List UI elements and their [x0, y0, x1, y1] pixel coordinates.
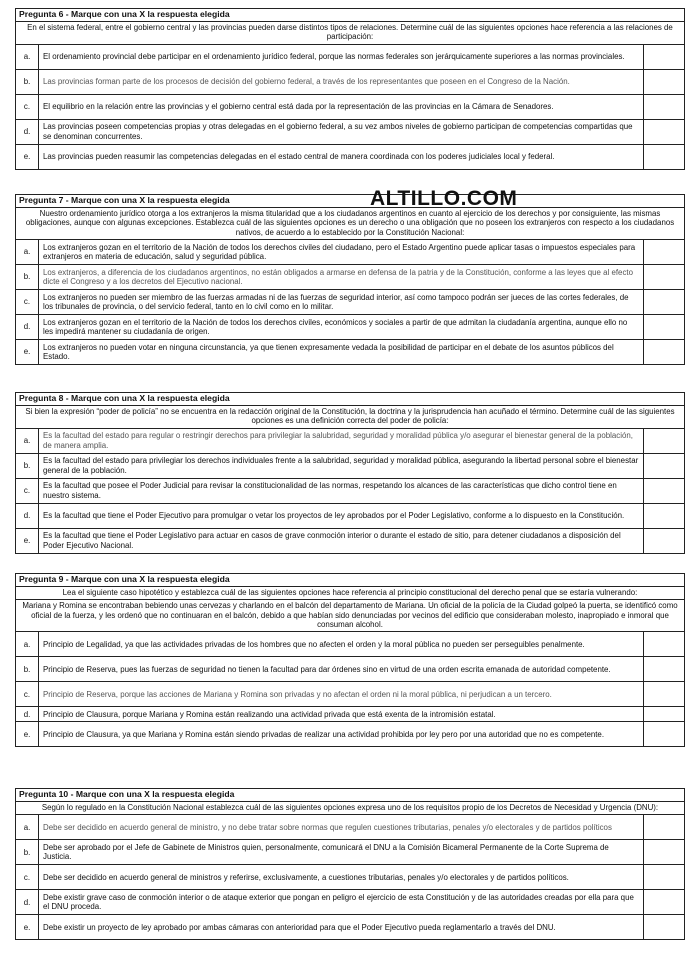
option-row [16, 144, 685, 169]
option-row [16, 314, 685, 339]
answer-box[interactable] [644, 722, 685, 747]
option-letter: a. [16, 632, 39, 657]
question-stem: Según lo regulado en la Constitución Nacional establezca cuál de las siguientes opciones expresa uno de los requisitos propio de los Decretos de Necesidad y Urgencia (DNU): [16, 802, 685, 815]
option-row [16, 289, 685, 314]
option-text: Los extranjeros gozan en el territorio de la Nación de todos los derechos civiles del ciudadano, pero el Estado Argentino puede aplicar tasas o impuestos especiales para extranjeros en materia de educación, salud y seguridad pública. [39, 239, 644, 264]
answer-box[interactable] [644, 94, 685, 119]
option-text: Debe ser decidido en acuerdo general de ministro, y no debe tratar sobre normas que regulen cuestiones tributarias, penales y/o electorales y de partidos políticos [39, 815, 644, 840]
option-letter: a. [16, 815, 39, 840]
question-stem: Nuestro ordenamiento jurídico otorga a los extranjeros la misma titularidad que a los ciudadanos argentinos en cuanto al ejercicio de los derechos y por consiguiente, las mismas obligaciones, aunque con algunas excepciones. Establezca cuál de las siguientes opciones es un derecho o una obligación que no poseen los extranjeros con respecto a los ciudadanos nativos, de acuerdo a lo establecido por la Constitución Nacional: [16, 208, 685, 240]
answer-box[interactable] [644, 915, 685, 940]
option-letter: c. [16, 94, 39, 119]
option-letter: d. [16, 707, 39, 722]
answer-box[interactable] [644, 69, 685, 94]
option-text: Los extranjeros no pueden votar en ninguna circunstancia, ya que tienen expresamente vedada la posibilidad de participar en el debate de los asuntos públicos del Estado. [39, 339, 644, 364]
option-letter: c. [16, 289, 39, 314]
option-text: Debe ser decidido en acuerdo general de ministros y referirse, exclusivamente, a cuestiones tributarias, penales y/o electorales y de partidos políticos. [39, 865, 644, 890]
answer-box[interactable] [644, 264, 685, 289]
option-letter: e. [16, 722, 39, 747]
option-row [16, 722, 685, 747]
answer-box[interactable] [644, 478, 685, 503]
question-heading: Pregunta 6 - Marque con una X la respuesta elegida [16, 9, 685, 22]
answer-box[interactable] [644, 840, 685, 865]
option-text: El ordenamiento provincial debe participar en el ordenamiento jurídico federal, porque las normas federales son jerárquicamente superiores a las normas provinciales. [39, 44, 644, 69]
option-text: Es la facultad que posee el Poder Judicial para revisar la constitucionalidad de las normas, respetando los alcances de las características que dicho control tiene en nuestro sistema. [39, 478, 644, 503]
question-7 [15, 194, 685, 365]
answer-box[interactable] [644, 428, 685, 453]
case-text: Mariana y Romina se encontraban bebiendo unas cervezas y charlando en el balcón del departamento de Mariana. Un oficial de la policía de la Ciudad golpeó la puerta, se identificó como oficial de la fuerza, y les ordenó que no continuaran en el balcón, debido a que habían sido denunciadas por vecinos del edificio que consideraban molesto, inapropiado e inmoral que consuman alcohol. [16, 600, 685, 632]
option-letter: e. [16, 144, 39, 169]
option-row [16, 44, 685, 69]
answer-box[interactable] [644, 339, 685, 364]
option-letter: c. [16, 682, 39, 707]
option-row [16, 478, 685, 503]
option-letter: d. [16, 119, 39, 144]
option-row [16, 890, 685, 915]
option-text: Es la facultad del estado para regular o restringir derechos para privilegiar la salubridad, seguridad y moralidad pública y/o asegurar el bienestar general de la población, de manera amplia. [39, 428, 644, 453]
answer-box[interactable] [644, 528, 685, 553]
option-letter: b. [16, 453, 39, 478]
option-text: Principio de Legalidad, ya que las actividades privadas de los hombres que no afecten el orden y la moral pública no pueden ser perseguibles penalmente. [39, 632, 644, 657]
option-row [16, 682, 685, 707]
answer-box[interactable] [644, 657, 685, 682]
answer-box[interactable] [644, 707, 685, 722]
question-6 [15, 8, 685, 170]
option-letter: e. [16, 915, 39, 940]
option-text: Las provincias forman parte de los procesos de decisión del gobierno federal, a través de los representantes que poseen en el Congreso de la Nación. [39, 69, 644, 94]
option-text: Es la facultad del estado para privilegiar los derechos individuales frente a la salubridad, seguridad y moralidad pública, asegurando la libertad personal sobre el bienestar general de la población. [39, 453, 644, 478]
option-letter: e. [16, 339, 39, 364]
option-text: Las provincias poseen competencias propias y otras delegadas en el gobierno federal, a su vez ambos niveles de gobierno participan de competencias compartidas que se denominan concurrentes. [39, 119, 644, 144]
option-row [16, 453, 685, 478]
answer-box[interactable] [644, 815, 685, 840]
option-text: Los extranjeros gozan en el territorio de la Nación de todos los derechos civiles, económicos y sociales a partir de que admitan la ciudadanía argentina, aunque ello no les impedirá mantener su ciudadanía de origen. [39, 314, 644, 339]
option-letter: d. [16, 314, 39, 339]
option-row [16, 69, 685, 94]
option-letter: c. [16, 478, 39, 503]
option-row [16, 239, 685, 264]
answer-box[interactable] [644, 453, 685, 478]
watermark-logo: ALTILLO.COM [370, 187, 518, 210]
option-row [16, 428, 685, 453]
option-letter: b. [16, 69, 39, 94]
option-letter: b. [16, 840, 39, 865]
option-text: Principio de Clausura, porque Mariana y Romina están realizando una actividad privada que está exenta de la intromisión estatal. [39, 707, 644, 722]
option-row [16, 915, 685, 940]
option-row [16, 657, 685, 682]
option-letter: a. [16, 44, 39, 69]
question-8 [15, 392, 685, 554]
option-row [16, 94, 685, 119]
option-row [16, 503, 685, 528]
option-text: Debe ser aprobado por el Jefe de Gabinete de Ministros quien, personalmente, comunicará el DNU a la Comisión Bicameral Permanente de la Corte Suprema de Justicia. [39, 840, 644, 865]
option-row [16, 339, 685, 364]
question-stem: Lea el siguiente caso hipotético y establezca cuál de las siguientes opciones hace referencia al principio constitucional del derecho penal que se estaría vulnerando: [16, 587, 685, 600]
answer-box[interactable] [644, 503, 685, 528]
answer-box[interactable] [644, 314, 685, 339]
question-heading: Pregunta 10 - Marque con una X la respuesta elegida [16, 789, 685, 802]
question-heading: Pregunta 7 - Marque con una X la respuesta elegida [16, 195, 685, 208]
question-heading: Pregunta 9 - Marque con una X la respuesta elegida [16, 574, 685, 587]
option-letter: b. [16, 264, 39, 289]
answer-box[interactable] [644, 682, 685, 707]
option-text: Es la facultad que tiene el Poder Ejecutivo para promulgar o vetar los proyectos de ley aprobados por el Poder Legislativo, conforme a lo dispuesto en la Constitución. [39, 503, 644, 528]
question-9 [15, 573, 685, 747]
option-text: Debe existir un proyecto de ley aprobado por ambas cámaras con anterioridad para que el Poder Ejecutivo pueda reglamentarlo a través del DNU. [39, 915, 644, 940]
answer-box[interactable] [644, 890, 685, 915]
question-10 [15, 788, 685, 940]
answer-box[interactable] [644, 632, 685, 657]
option-row [16, 815, 685, 840]
option-text: Principio de Clausura, ya que Mariana y Romina están siendo privadas de realizar una actividad prohibida por ley pero por una autoridad que no es competente. [39, 722, 644, 747]
option-row [16, 840, 685, 865]
option-letter: d. [16, 890, 39, 915]
option-row [16, 865, 685, 890]
option-letter: a. [16, 428, 39, 453]
question-stem: Si bien la expresión “poder de policía” no se encuentra en la redacción original de la Constitución, la doctrina y la jurisprudencia han acuñado el término. Determine cuál de las siguientes opciones es una definición correcta del poder de policía: [16, 406, 685, 429]
option-row [16, 528, 685, 553]
question-stem: En el sistema federal, entre el gobierno central y las provincias pueden darse distintos tipos de relaciones. Determine cuál de las siguientes opciones hace referencia a las relaciones de participación: [16, 22, 685, 45]
option-letter: d. [16, 503, 39, 528]
answer-box[interactable] [644, 865, 685, 890]
option-letter: c. [16, 865, 39, 890]
option-text: Debe existir grave caso de conmoción interior o de ataque exterior que pongan en peligro el ejercicio de esta Constitución y de las autoridades creadas por ella para que el DNU proceda. [39, 890, 644, 915]
option-row [16, 632, 685, 657]
option-row [16, 264, 685, 289]
answer-box[interactable] [644, 44, 685, 69]
option-text: Los extranjeros, a diferencia de los ciudadanos argentinos, no están obligados a armarse en defensa de la patria y de la Constitución, conforme a las leyes que al efecto dicte el Congreso y a los decretos del Ejecutivo nacional. [39, 264, 644, 289]
answer-box[interactable] [644, 239, 685, 264]
option-letter: a. [16, 239, 39, 264]
option-text: Principio de Reserva, pues las fuerzas de seguridad no tienen la facultad para dar órdenes sino en virtud de una orden escrita emanada de autoridad competente. [39, 657, 644, 682]
option-letter: b. [16, 657, 39, 682]
option-text: Es la facultad que tiene el Poder Legislativo para actuar en casos de grave conmoción interior o durante el estado de sitio, para detener ciudadanos a disposición del Poder Ejecutivo Nacional. [39, 528, 644, 553]
answer-box[interactable] [644, 144, 685, 169]
option-row [16, 119, 685, 144]
option-letter: e. [16, 528, 39, 553]
option-row [16, 707, 685, 722]
option-text: Los extranjeros no pueden ser miembro de las fuerzas armadas ni de las fuerzas de seguridad interior, así como tampoco podrán ser jueces de las cortes federales, de los tribunales de provincia, o del servicio federal, tanto en lo civil como en lo militar. [39, 289, 644, 314]
option-text: Las provincias pueden reasumir las competencias delegadas en el estado central de manera coordinada con los poderes judiciales local y federal. [39, 144, 644, 169]
answer-box[interactable] [644, 119, 685, 144]
question-heading: Pregunta 8 - Marque con una X la respuesta elegida [16, 393, 685, 406]
option-text: El equilibrio en la relación entre las provincias y el gobierno central está dada por la representación de las provincias en la Cámara de Senadores. [39, 94, 644, 119]
answer-box[interactable] [644, 289, 685, 314]
option-text: Principio de Reserva, porque las acciones de Mariana y Romina son privadas y no afectan el orden ni la moral pública, ni perjudican a un tercero. [39, 682, 644, 707]
